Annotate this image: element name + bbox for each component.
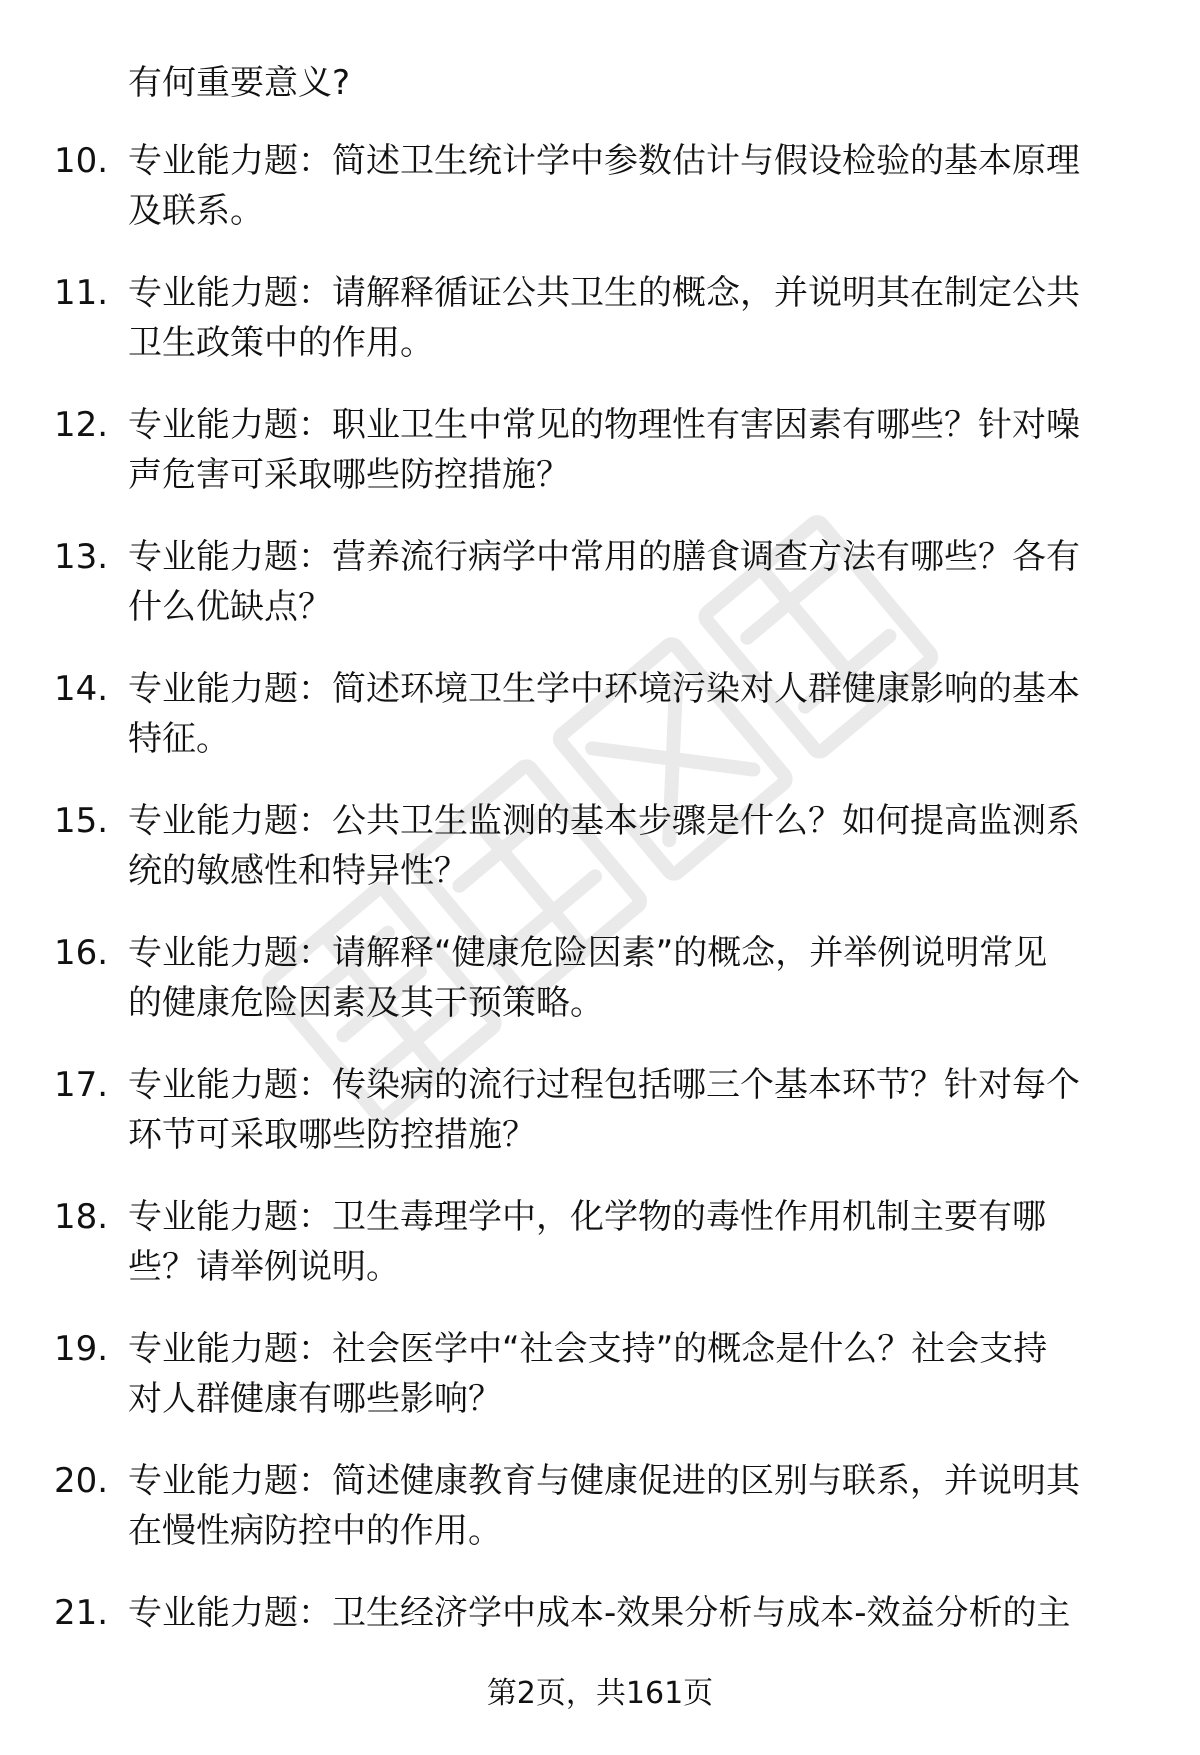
list-item [0, 1060, 1200, 1192]
item-line: 专业能力题：请解释循证公共卫生的概念，并说明其在制定公共 [128, 273, 1080, 313]
list-item [0, 400, 1200, 532]
item-line: 专业能力题：卫生毒理学中，化学物的毒性作用机制主要有哪 [128, 1197, 1046, 1237]
item-text [128, 268, 1138, 368]
item-line: 特征。 [128, 719, 230, 759]
item-text [128, 1456, 1138, 1556]
item-number: 14. [54, 669, 109, 709]
item-number: 11. [54, 273, 109, 313]
item-line: 专业能力题：职业卫生中常见的物理性有害因素有哪些？针对噪 [128, 405, 1080, 445]
question-list [0, 136, 1200, 1720]
list-item [0, 1456, 1200, 1588]
item-number: 21. [54, 1593, 109, 1633]
list-item [0, 136, 1200, 268]
item-line: 专业能力题：社会医学中“社会支持”的概念是什么？社会支持 [128, 1329, 1048, 1369]
item-text [128, 664, 1138, 764]
list-item [0, 1192, 1200, 1324]
item-line: 专业能力题：简述环境卫生学中环境污染对人群健康影响的基本 [128, 669, 1080, 709]
item-line: 声危害可采取哪些防控措施？ [128, 455, 570, 495]
page-footer: 第2页，共161页 [486, 1676, 714, 1711]
item-line: 专业能力题：简述健康教育与健康促进的区别与联系，并说明其 [128, 1461, 1080, 1501]
item-text [128, 796, 1138, 896]
item-line: 对人群健康有哪些影响？ [128, 1379, 502, 1419]
item-number: 16. [54, 933, 109, 973]
item-number: 18. [54, 1197, 109, 1237]
list-item [0, 268, 1200, 400]
item-number: 17. [54, 1065, 109, 1105]
item-number: 15. [54, 801, 109, 841]
item-line: 专业能力题：卫生经济学中成本-效果分析与成本-效益分析的主 [128, 1593, 1071, 1633]
item-line: 的健康危险因素及其干预策略。 [128, 983, 604, 1023]
item-line: 在慢性病防控中的作用。 [128, 1511, 502, 1551]
item-number: 12. [54, 405, 109, 445]
continuation-line: 有何重要意义? [128, 63, 351, 103]
item-line: 统的敏感性和特异性？ [128, 851, 468, 891]
item-text [128, 400, 1138, 500]
item-text [128, 532, 1138, 632]
item-text [128, 1060, 1138, 1160]
item-number: 19. [54, 1329, 109, 1369]
item-line: 卫生政策中的作用。 [128, 323, 434, 363]
item-text [128, 1192, 1138, 1292]
item-number: 20. [54, 1461, 109, 1501]
list-item [0, 1324, 1200, 1456]
item-number: 13. [54, 537, 109, 577]
item-text [128, 136, 1138, 236]
item-line: 环节可采取哪些防控措施？ [128, 1115, 536, 1155]
item-number: 10. [54, 141, 109, 181]
item-line: 专业能力题：请解释“健康危险因素”的概念，并举例说明常见 [128, 933, 1048, 973]
item-line: 专业能力题：简述卫生统计学中参数估计与假设检验的基本原理 [128, 141, 1080, 181]
list-item [0, 532, 1200, 664]
item-line: 什么优缺点？ [128, 587, 332, 627]
item-text [128, 1588, 1138, 1638]
item-line: 专业能力题：营养流行病学中常用的膳食调查方法有哪些？各有 [128, 537, 1080, 577]
item-line: 及联系。 [128, 191, 264, 231]
list-item [0, 928, 1200, 1060]
item-text [128, 1324, 1138, 1424]
list-item [0, 796, 1200, 928]
item-text [128, 928, 1138, 1028]
item-line: 专业能力题：公共卫生监测的基本步骤是什么？如何提高监测系 [128, 801, 1080, 841]
list-item [0, 664, 1200, 796]
item-line: 专业能力题：传染病的流行过程包括哪三个基本环节？针对每个 [128, 1065, 1080, 1105]
item-line: 些？请举例说明。 [128, 1247, 400, 1287]
